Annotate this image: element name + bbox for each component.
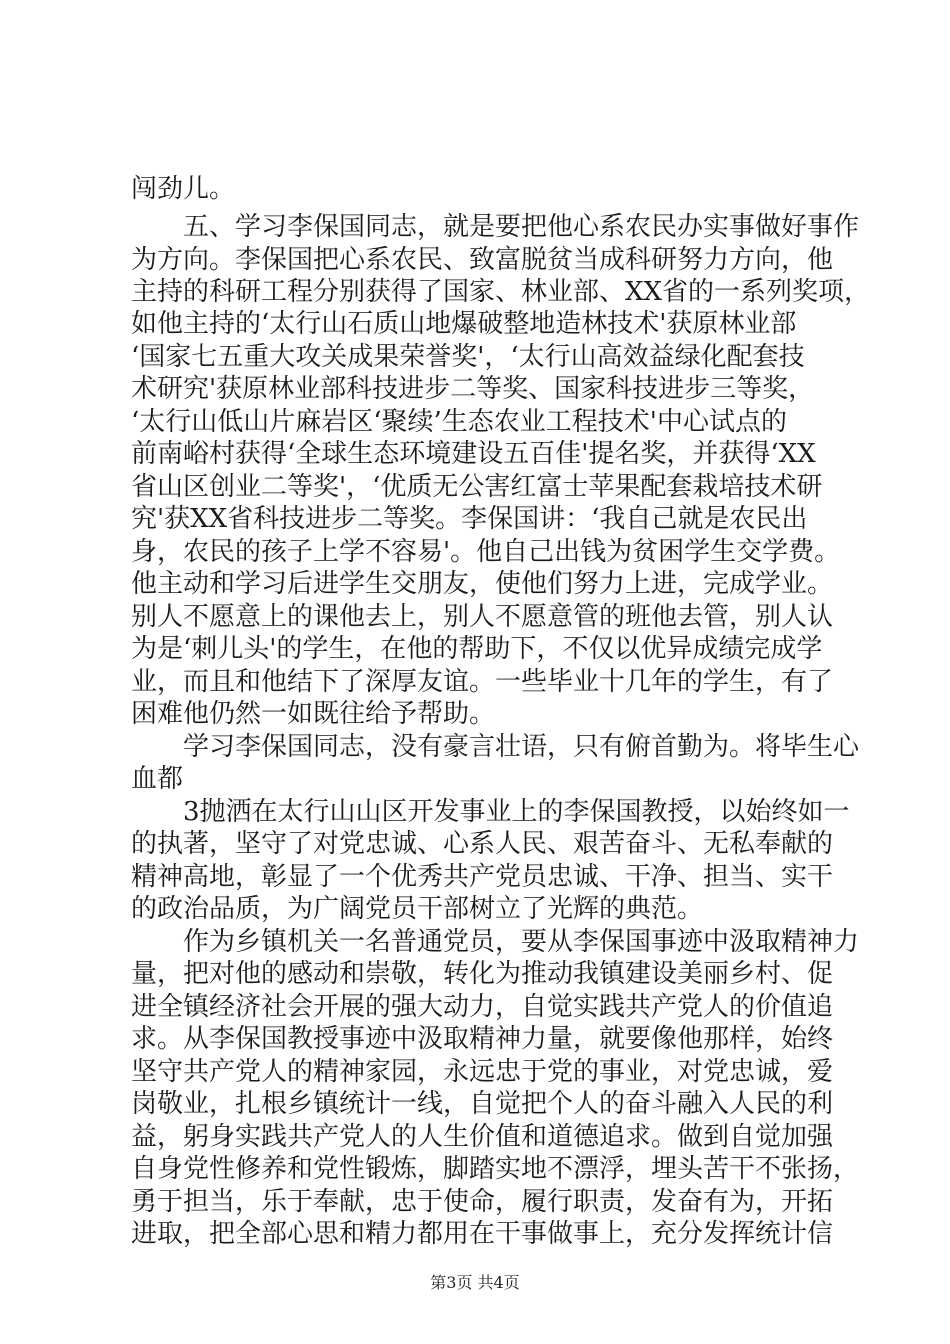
text-line: ‘国家七五重大攻关成果荣誉奖'，‘太行山高效益绿化配套技 — [131, 342, 805, 372]
text-line: 进取，把全部心思和精力都用在干事做事上，充分发挥统计信 — [131, 1219, 834, 1249]
text-line: 益，躬身实践共产党人的人生价值和道德追求。做到自觉加强 — [131, 1122, 834, 1152]
text-line: 勇于担当，乐于奉献，忠于使命，履行职责，发奋有为，开拓 — [131, 1187, 834, 1217]
text-line: 业，而且和他结下了深厚友谊。一些毕业十几年的学生，有了 — [131, 667, 834, 697]
text-line: 前南峪村获得‘全球生态环境建设五百佳'提名奖，并获得‘XX — [131, 439, 816, 469]
text-line: 为方向。李保国把心系农民、致富脱贫当成科研努力方向，他 — [131, 245, 834, 275]
text-line: 3抛洒在太行山山区开发事业上的李保国教授，以始终如一 — [131, 797, 850, 827]
text-line: 术研究'获原林业部科技进步二等奖、国家科技进步三等奖， — [131, 374, 815, 404]
text-line: 求。从李保国教授事迹中汲取精神力量，就要像他那样，始终 — [131, 1024, 834, 1054]
text-line: 为是‘刺儿头'的学生，在他的帮助下，不仅以优异成绩完成学 — [131, 634, 823, 664]
text-line: 困难他仍然一如既往给予帮助。 — [131, 699, 496, 729]
text-line: 的政治品质，为广阔党员干部树立了光辉的典范。 — [131, 894, 704, 924]
text-line: 主持的科研工程分别获得了国家、林业部、XX省的一系列奖项， — [131, 277, 871, 307]
text-line: 如他主持的‘太行山石质山地爆破整地造林技术'获原林业部 — [131, 309, 797, 339]
text-line: 血都 — [131, 764, 184, 794]
text-line: 岗敬业，扎根乡镇统计一线，自觉把个人的奋斗融入人民的利 — [131, 1089, 834, 1119]
text-line: 学习李保国同志，没有豪言壮语，只有俯首勤为。将毕生心 — [131, 732, 860, 762]
text-line: 精神高地，彰显了一个优秀共产党员忠诚、干净、担当、实干 — [131, 862, 834, 892]
text-line: 坚守共产党人的精神家园，永远忠于党的事业，对党忠诚，爱 — [131, 1057, 834, 1087]
text-line: 省山区创业二等奖'，‘优质无公害红富士苹果配套栽培技术研 — [131, 472, 823, 502]
page-number-footer: 第3页 共4页 — [430, 1273, 520, 1292]
text-line: 他主动和学习后进学生交朋友，使他们努力上进，完成学业。 — [131, 569, 834, 599]
text-line: 别人不愿意上的课他去上，别人不愿意管的班他去管，别人认 — [131, 602, 834, 632]
text-line: 的执著，坚守了对党忠诚、心系人民、艰苦奋斗、无私奉献的 — [131, 829, 834, 859]
text-line: 闯劲儿。 — [131, 174, 236, 204]
text-line: 身，农民的孩子上学不容易'。他自己出钱为贫困学生交学费。 — [131, 537, 841, 567]
text-line: ‘太行山低山片麻岩区‘聚续’生态农业工程技术'中心试点的 — [131, 407, 787, 437]
text-line: 作为乡镇机关一名普通党员，要从李保国事迹中汲取精神力 — [131, 927, 860, 957]
text-line: 量，把对他的感动和崇敬，转化为推动我镇建设美丽乡村、促 — [131, 959, 834, 989]
text-line: 五、学习李保国同志，就是要把他心系农民办实事做好事作 — [131, 212, 860, 242]
text-line: 自身党性修养和党性锻炼，脚踏实地不漂浮，埋头苦干不张扬， — [131, 1154, 860, 1184]
text-line: 进全镇经济社会开展的强大动力，自觉实践共产党人的价值追 — [131, 992, 834, 1022]
text-line: 究'获XX省科技进步二等奖。李保国讲：‘我自己就是农民出 — [131, 504, 808, 534]
